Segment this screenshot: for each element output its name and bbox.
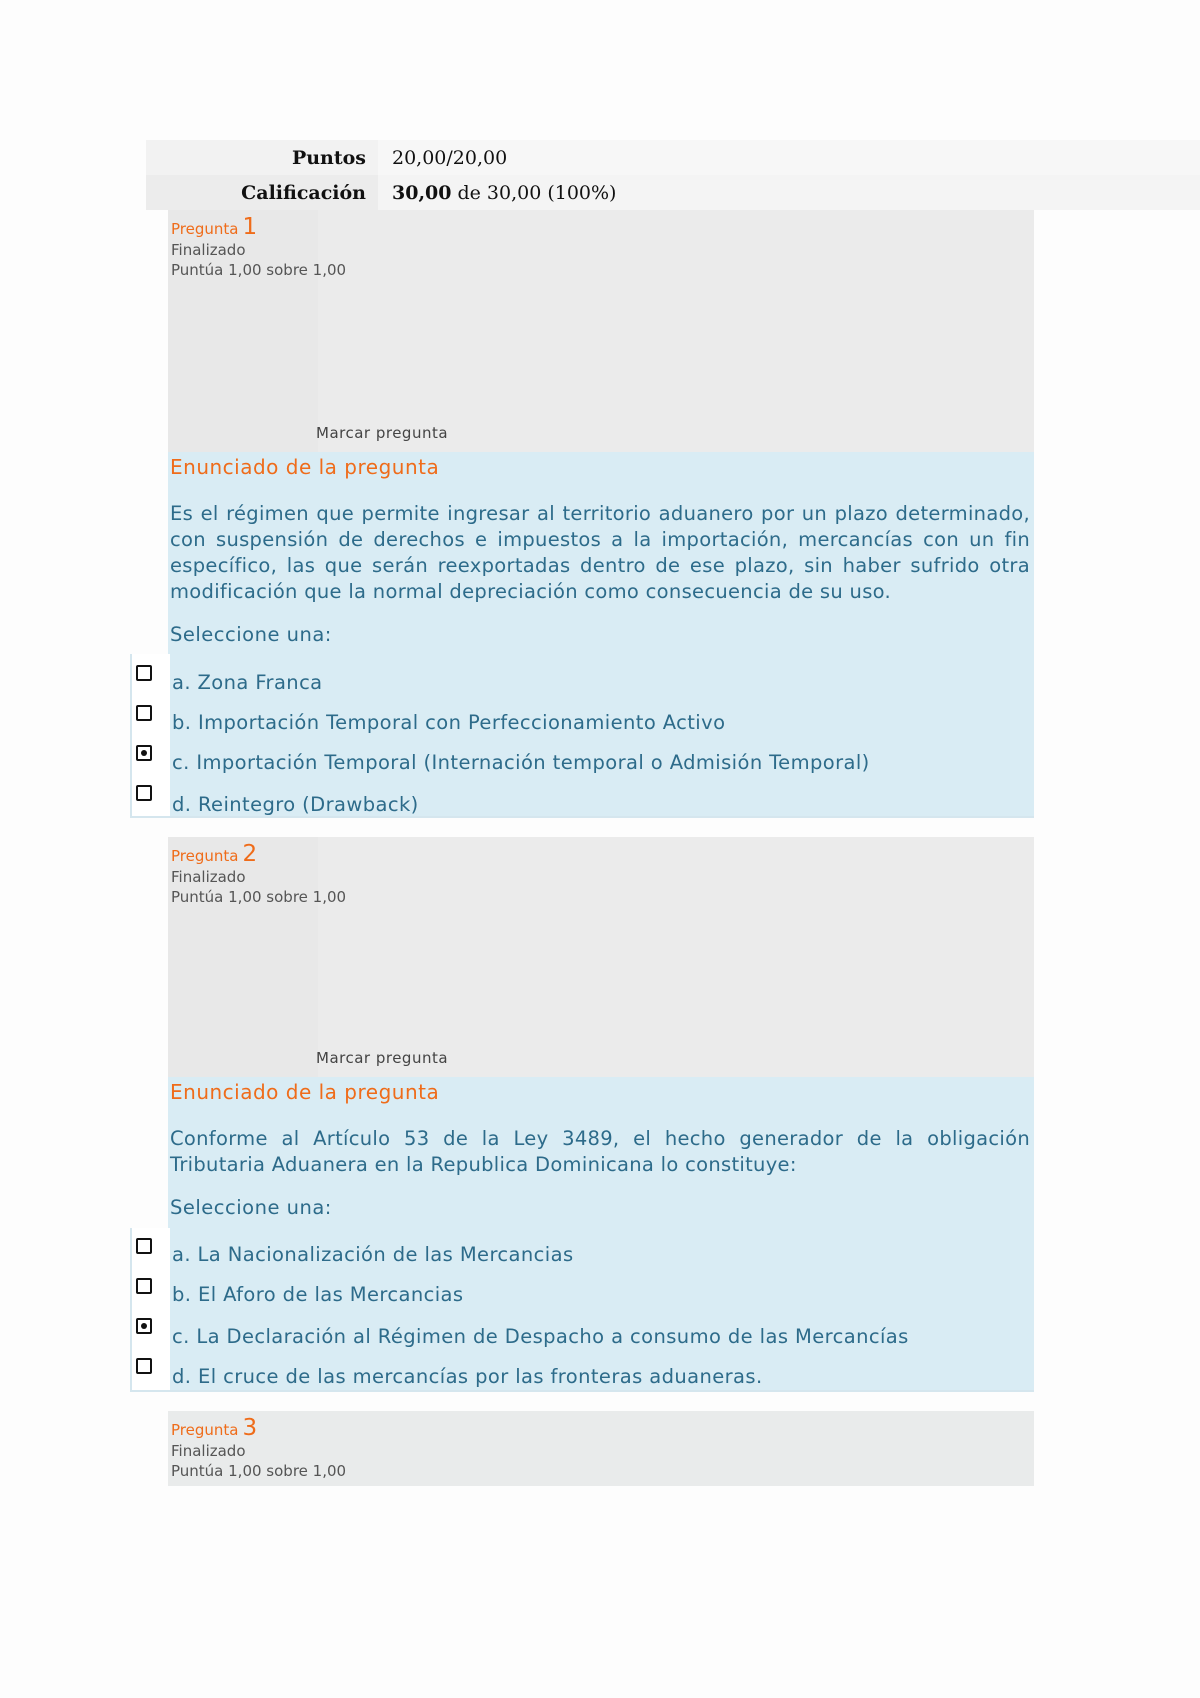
grade-score: 30,00 <box>392 181 452 204</box>
question-number: 3 <box>242 1415 258 1441</box>
question-heading: Enunciado de la pregunta <box>170 1080 440 1104</box>
points-value: 20,00/20,00 <box>378 140 1200 175</box>
grade-label: Calificación <box>241 181 366 204</box>
answer-list-1 <box>168 662 1034 818</box>
question-grade: Puntúa 1,00 sobre 1,00 <box>171 1462 347 1480</box>
question-info-1 <box>168 210 1034 454</box>
answer-option-b[interactable]: b. El Aforo de las Mercancias <box>172 1282 464 1306</box>
attempt-summary <box>146 140 1200 210</box>
grade-of: de <box>457 181 481 204</box>
flag-question-link[interactable]: Marcar pregunta <box>316 424 449 442</box>
select-prompt: Seleccione una: <box>170 1196 332 1219</box>
answer-option-a[interactable]: a. La Nacionalización de las Mercancias <box>172 1242 574 1266</box>
flag-question-link[interactable]: Marcar pregunta <box>316 1049 449 1067</box>
question-state: Finalizado <box>171 1442 246 1460</box>
question-grade: Puntúa 1,00 sobre 1,00 <box>171 888 347 906</box>
question-heading: Enunciado de la pregunta <box>170 455 440 479</box>
points-label: Puntos <box>291 146 366 169</box>
question-state: Finalizado <box>171 868 246 886</box>
radio-option-b[interactable] <box>136 1278 152 1294</box>
select-prompt: Seleccione una: <box>170 623 332 646</box>
question-grade: Puntúa 1,00 sobre 1,00 <box>171 261 347 279</box>
radio-option-c[interactable] <box>136 745 152 761</box>
question-state: Finalizado <box>171 241 246 259</box>
question-title: Pregunta 3 <box>171 1415 258 1441</box>
answer-list-2 <box>168 1234 1034 1390</box>
grade-total: 30,00 <box>486 181 542 204</box>
radio-option-b[interactable] <box>136 705 152 721</box>
radio-option-c[interactable] <box>136 1318 152 1334</box>
answer-option-c[interactable]: c. La Declaración al Régimen de Despacho a consumo de las Mercancías <box>172 1324 909 1348</box>
question-number: 1 <box>242 214 258 240</box>
answer-option-d[interactable]: d. El cruce de las mercancías por las fronteras aduaneras. <box>172 1364 763 1388</box>
question-title: Pregunta 1 <box>171 214 258 240</box>
question-text: Es el régimen que permite ingresar al territorio aduanero por un plazo determinado, con suspensión de derechos e impuestos a la importación, mercancías con un fin específico, las que serán reexportadas dentro de ese plazo, sin haber sufrido otra modificación que la normal depreciación como consecuencia de su uso. <box>170 502 1030 603</box>
question-info-2 <box>168 837 1034 1079</box>
grade-value <box>378 175 1200 210</box>
radio-option-a[interactable] <box>136 1238 152 1254</box>
answer-option-a[interactable]: a. Zona Franca <box>172 670 323 694</box>
answer-option-b[interactable]: b. Importación Temporal con Perfeccionamiento Activo <box>172 710 726 734</box>
question-number: 2 <box>242 841 258 867</box>
answer-option-c[interactable]: c. Importación Temporal (Internación temporal o Admisión Temporal) <box>172 750 870 774</box>
answer-option-d[interactable]: d. Reintegro (Drawback) <box>172 792 419 816</box>
question-info-3 <box>168 1411 1034 1486</box>
points-row <box>146 140 1200 175</box>
radio-option-d[interactable] <box>136 1358 152 1374</box>
grade-row <box>146 175 1200 210</box>
question-text: Conforme al Artículo 53 de la Ley 3489, el hecho generador de la obligación Tributaria Aduanera en la Republica Dominicana lo constituye: <box>170 1127 1030 1176</box>
grade-percent: (100%) <box>547 181 617 204</box>
radio-option-a[interactable] <box>136 665 152 681</box>
radio-option-d[interactable] <box>136 785 152 801</box>
question-title: Pregunta 2 <box>171 841 258 867</box>
